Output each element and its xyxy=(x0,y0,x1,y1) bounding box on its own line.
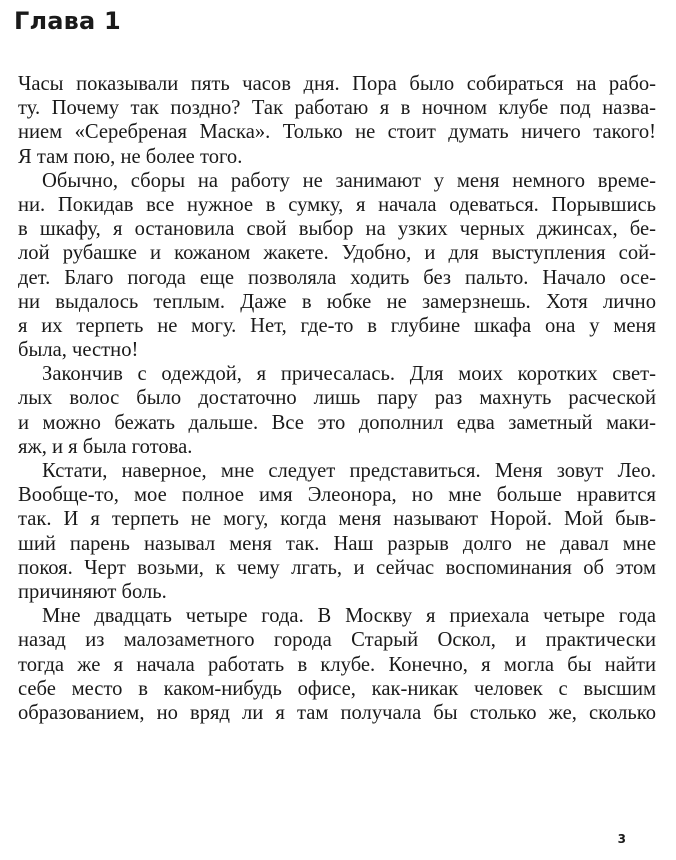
text-line: причиняют боль. xyxy=(18,580,167,603)
text-line: Кстати, наверное, мне следует представиться. Меня зовут Лео. xyxy=(42,460,656,482)
text-line: ту. Почему так поздно? Так работаю я в ночном клубе под назва- xyxy=(18,97,656,120)
text-line: образованием, но вряд ли я там получала бы столько же, сколько xyxy=(18,701,656,724)
text-line: Вообще-то, мое полное имя Элеонора, но мне больше нравится xyxy=(18,484,656,507)
text-line: Мне двадцать четыре года. В Москву я приехала четыре года xyxy=(42,605,656,628)
text-line: в шкафу, я остановила свой выбор на узких черных джинсах, бе- xyxy=(18,218,656,241)
text-line: лых волос было достаточно лишь пару раз махнуть расческой xyxy=(18,387,656,410)
text-line: Обычно, сборы на работу не занимают у меня немного време- xyxy=(42,169,656,192)
text-line: Я там пою, не более того. xyxy=(18,145,243,168)
chapter-title: Глава 1 xyxy=(14,7,121,35)
page-number: 3 xyxy=(617,832,626,846)
text-line: лой рубашке и кожаном жакете. Удобно, и для выступления сой- xyxy=(18,242,656,265)
text-line: и можно бежать дальше. Все это дополнил едва заметный маки- xyxy=(18,411,656,434)
body-text xyxy=(18,72,656,725)
text-line: покоя. Черт возьми, к чему лгать, и сейчас воспоминания об этом xyxy=(18,556,656,579)
text-line: себе место в каком-нибудь офисе, как-никак человек с высшим xyxy=(18,677,656,700)
text-line: дет. Благо погода еще позволяла ходить без пальто. Начало осе- xyxy=(18,266,656,289)
text-line: тогда же я начала работать в клубе. Конечно, я могла бы найти xyxy=(18,653,656,676)
text-line: ший парень называл меня так. Наш разрыв долго не давал мне xyxy=(18,532,656,555)
text-line: яж, и я была готова. xyxy=(18,435,193,458)
text-line: нием «Серебреная Маска». Только не стоит думать ничего такого! xyxy=(18,121,656,144)
text-line: так. И я терпеть не могу, когда меня называют Норой. Мой быв- xyxy=(18,508,656,531)
text-line: ни выдалось теплым. Даже в юбке не замерзнешь. Хотя лично xyxy=(18,290,656,313)
text-line: Закончив с одеждой, я причесалась. Для моих коротких свет- xyxy=(42,363,656,386)
text-line: я их терпеть не могу. Нет, где-то в глубине шкафа она у меня xyxy=(18,314,656,337)
text-line: была, честно! xyxy=(18,339,139,362)
text-line: Часы показывали пять часов дня. Пора было собираться на рабо- xyxy=(18,73,656,95)
text-line: ни. Покидав все нужное в сумку, я начала одеваться. Порывшись xyxy=(18,193,656,216)
text-line: назад из малозаметного города Старый Оскол, и практически xyxy=(18,629,656,652)
